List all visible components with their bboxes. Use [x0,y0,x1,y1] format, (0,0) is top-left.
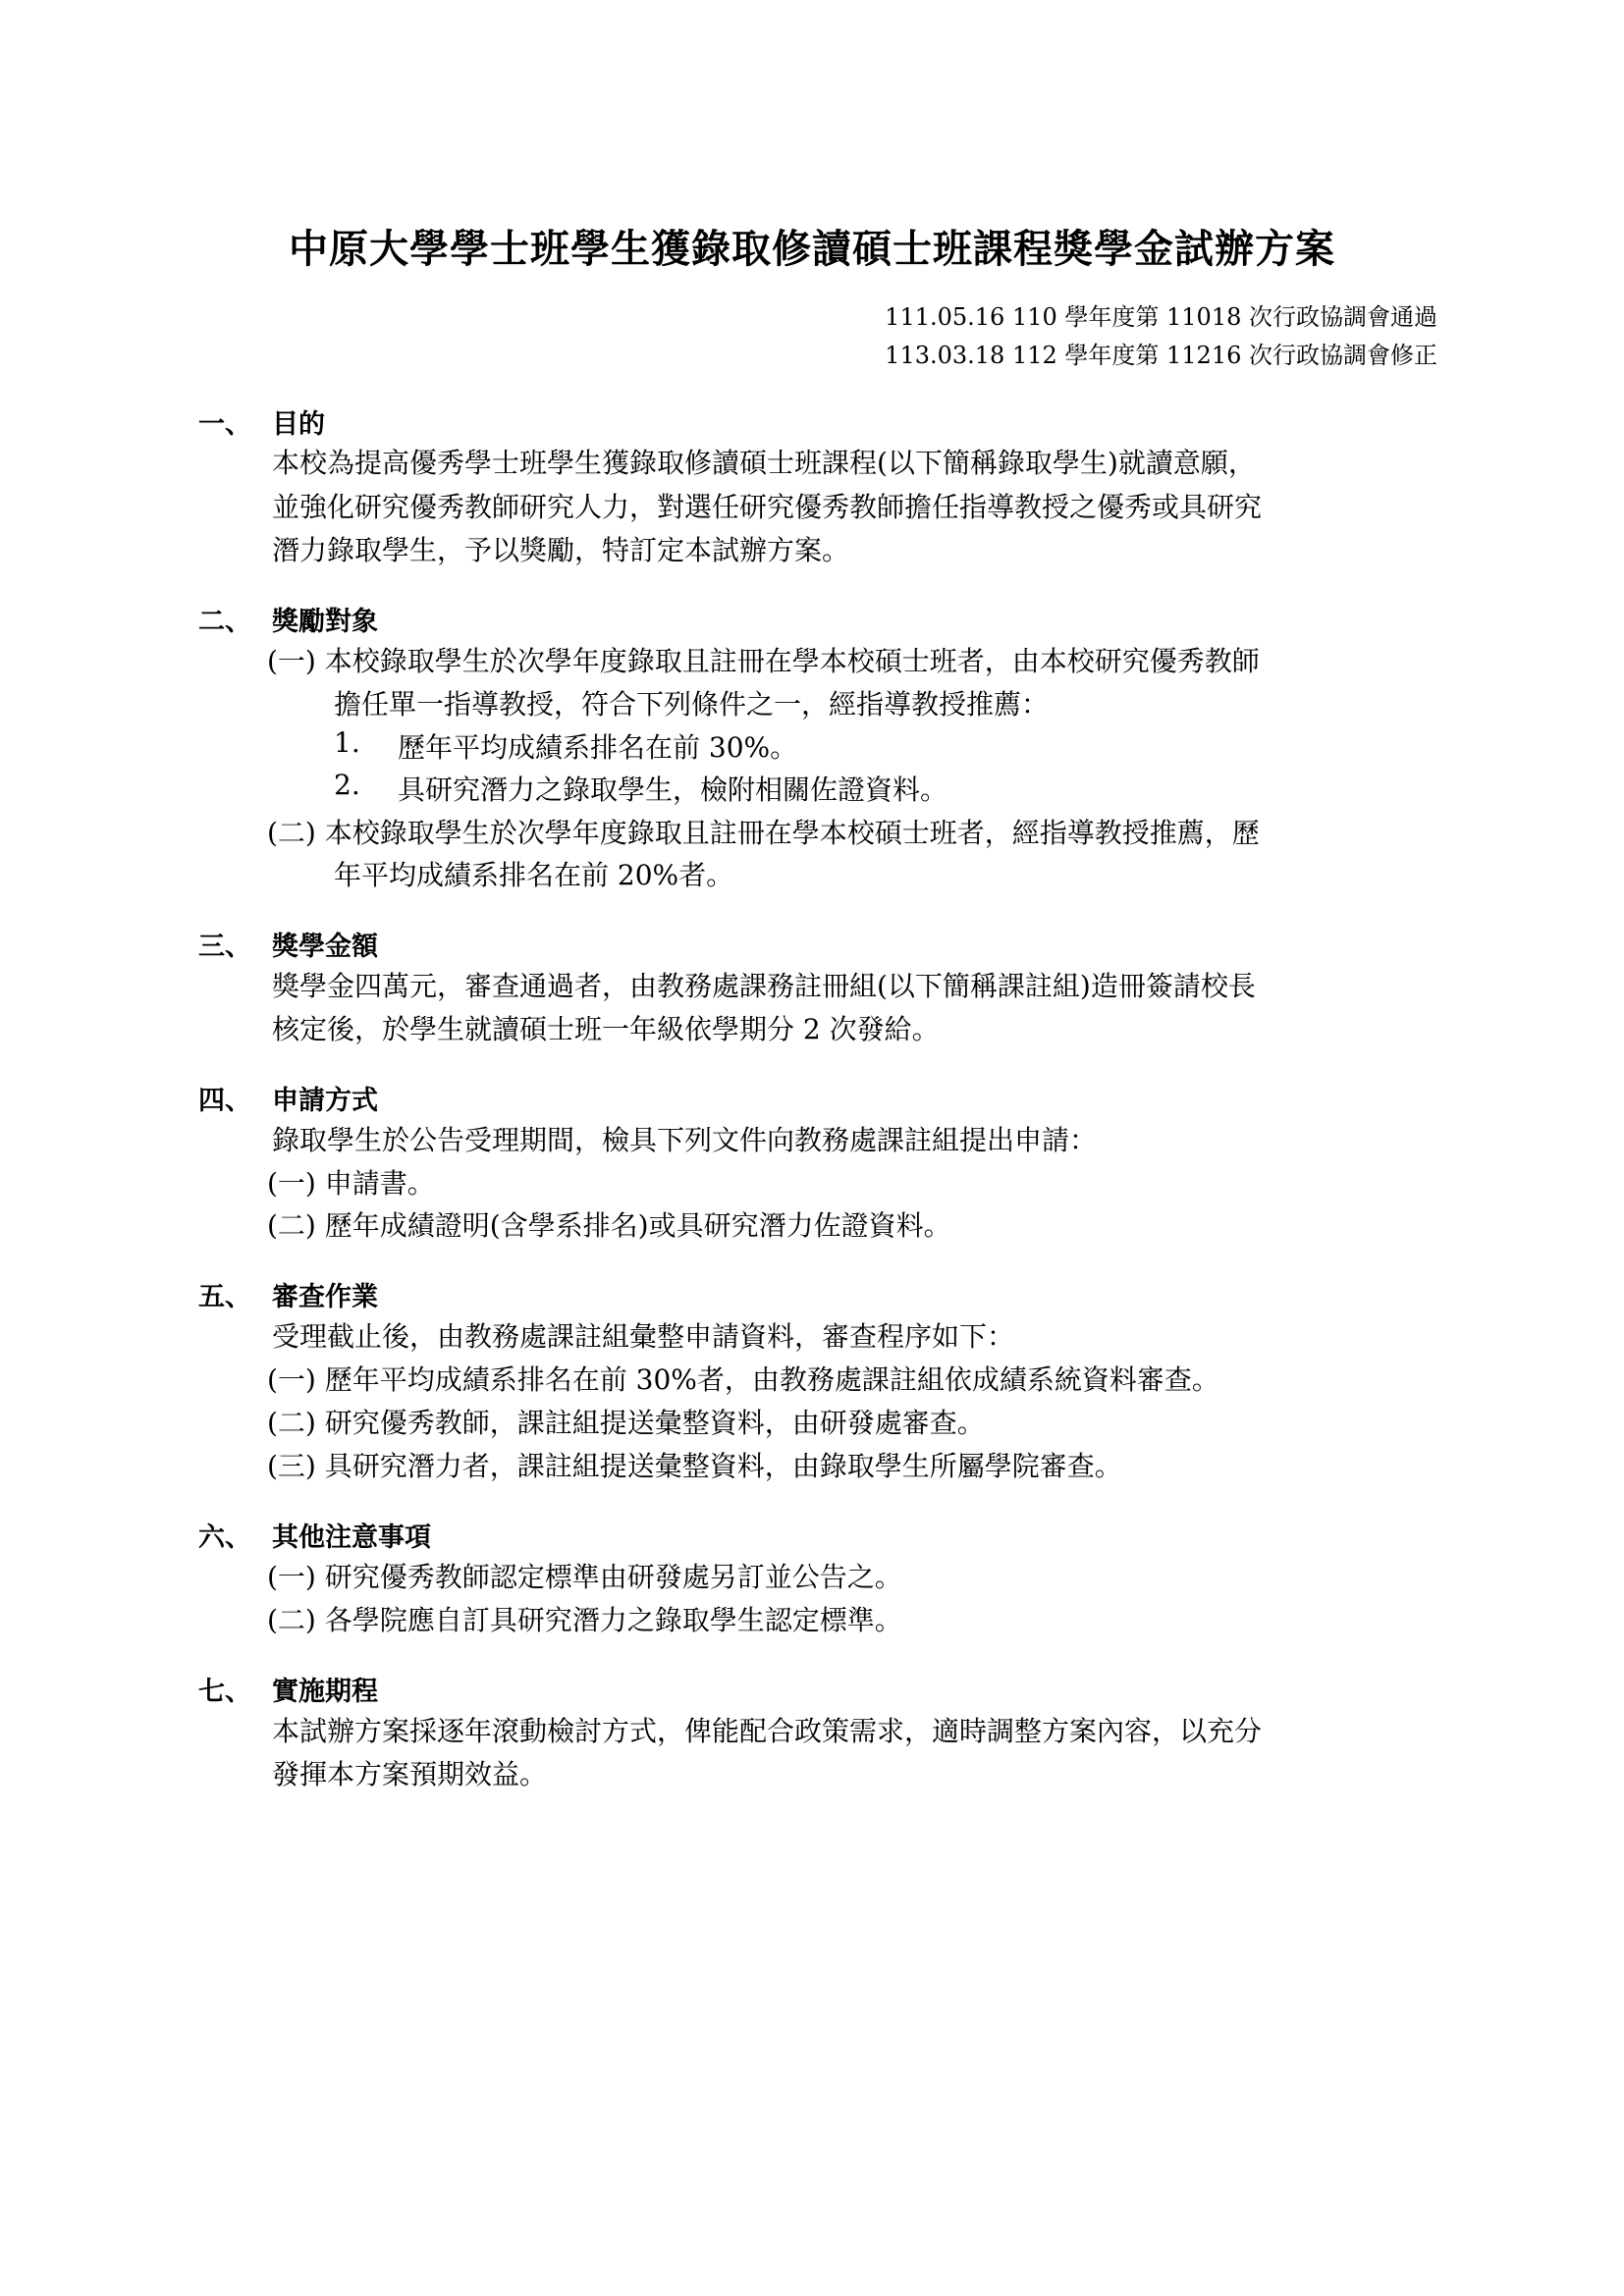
section-text: 潛力錄取學生，予以獎勵，特訂定本試辦方案。 [272,534,850,566]
list-item-continuation: 年平均成績系排名在前 20%者。 [334,859,734,891]
section-heading-notes [198,1516,431,1554]
sub-item-number: 2. [334,769,360,801]
section-heading-eligibility [198,600,378,638]
section-text: 獎學金四萬元，審查通過者，由教務處課務註冊組(以下簡稱課註組)造冊簽請校長 [272,970,1256,1002]
list-item: (一) 申請書。 [267,1167,435,1200]
section-text: 本試辦方案採逐年滾動檢討方式，俾能配合政策需求，適時調整方案內容，以充分 [272,1715,1263,1747]
section-text: 錄取學生於公告受理期間，檢具下列文件向教務處課註組提出申請： [272,1124,1098,1156]
section-title: 目的 [272,409,325,440]
section-heading-amount [198,925,378,963]
section-text: 並強化研究優秀教師研究人力，對選任研究優秀教師擔任指導教授之優秀或具研究 [272,491,1263,523]
section-number: 一、 [198,409,251,440]
sub-item-number: 1. [334,726,360,759]
section-title: 審查作業 [272,1282,378,1312]
sub-item-text: 歷年平均成績系排名在前 30%。 [398,731,798,764]
section-heading-review [198,1275,378,1313]
section-text: 核定後，於學生就讀碩士班一年級依學期分 2 次發給。 [272,1013,940,1045]
section-text: 受理截止後，由教務處課註組彙整申請資料，審查程序如下： [272,1320,1015,1353]
list-item: (一) 本校錄取學生於次學年度錄取且註冊在學本校碩士班者，由本校研究優秀教師 [267,645,1260,677]
section-title: 其他注意事項 [272,1522,431,1553]
section-title: 實施期程 [272,1677,378,1707]
section-heading-application [198,1079,378,1117]
section-number: 二、 [198,607,251,637]
section-text: 發揮本方案預期效益。 [272,1758,548,1790]
list-item: (一) 歷年平均成績系排名在前 30%者，由教務處課註組依成績系統資料審查。 [267,1363,1219,1396]
sub-item-text: 具研究潛力之錄取學生，檢附相關佐證資料。 [398,774,948,806]
list-item: (三) 具研究潛力者，課註組提送彙整資料，由錄取學生所屬學院審查。 [267,1450,1122,1482]
list-item: (二) 歷年成績證明(含學系排名)或具研究潛力佐證資料。 [267,1209,951,1242]
section-title: 獎學金額 [272,932,378,962]
approval-note: 111.05.16 110 學年度第 11018 次行政協調會通過 [885,303,1437,331]
list-item: (二) 本校錄取學生於次學年度錄取且註冊在學本校碩士班者，經指導教授推薦，歷 [267,817,1260,849]
list-item: (二) 研究優秀教師，課註組提送彙整資料，由研發處審查。 [267,1407,985,1439]
document-title: 中原大學學士班學生獲錄取修讀碩士班課程獎學金試辦方案 [289,227,1335,272]
section-title: 獎勵對象 [272,607,378,637]
list-item-continuation: 擔任單一指導教授，符合下列條件之一，經指導教授推薦： [334,688,1050,721]
section-number: 五、 [198,1282,251,1312]
section-title: 申請方式 [272,1086,378,1116]
section-number: 六、 [198,1522,251,1553]
revision-note: 113.03.18 112 學年度第 11216 次行政協調會修正 [885,342,1437,369]
section-number: 四、 [198,1086,251,1116]
section-text: 本校為提高優秀學士班學生獲錄取修讀碩士班課程(以下簡稱錄取學生)就讀意願， [272,447,1256,479]
section-number: 七、 [198,1677,251,1707]
section-heading-purpose [198,402,325,441]
section-number: 三、 [198,932,251,962]
list-item: (一) 研究優秀教師認定標準由研發處另訂並公告之。 [267,1561,902,1593]
list-item: (二) 各學院應自訂具研究潛力之錄取學生認定標準。 [267,1604,902,1636]
section-heading-schedule [198,1670,378,1708]
